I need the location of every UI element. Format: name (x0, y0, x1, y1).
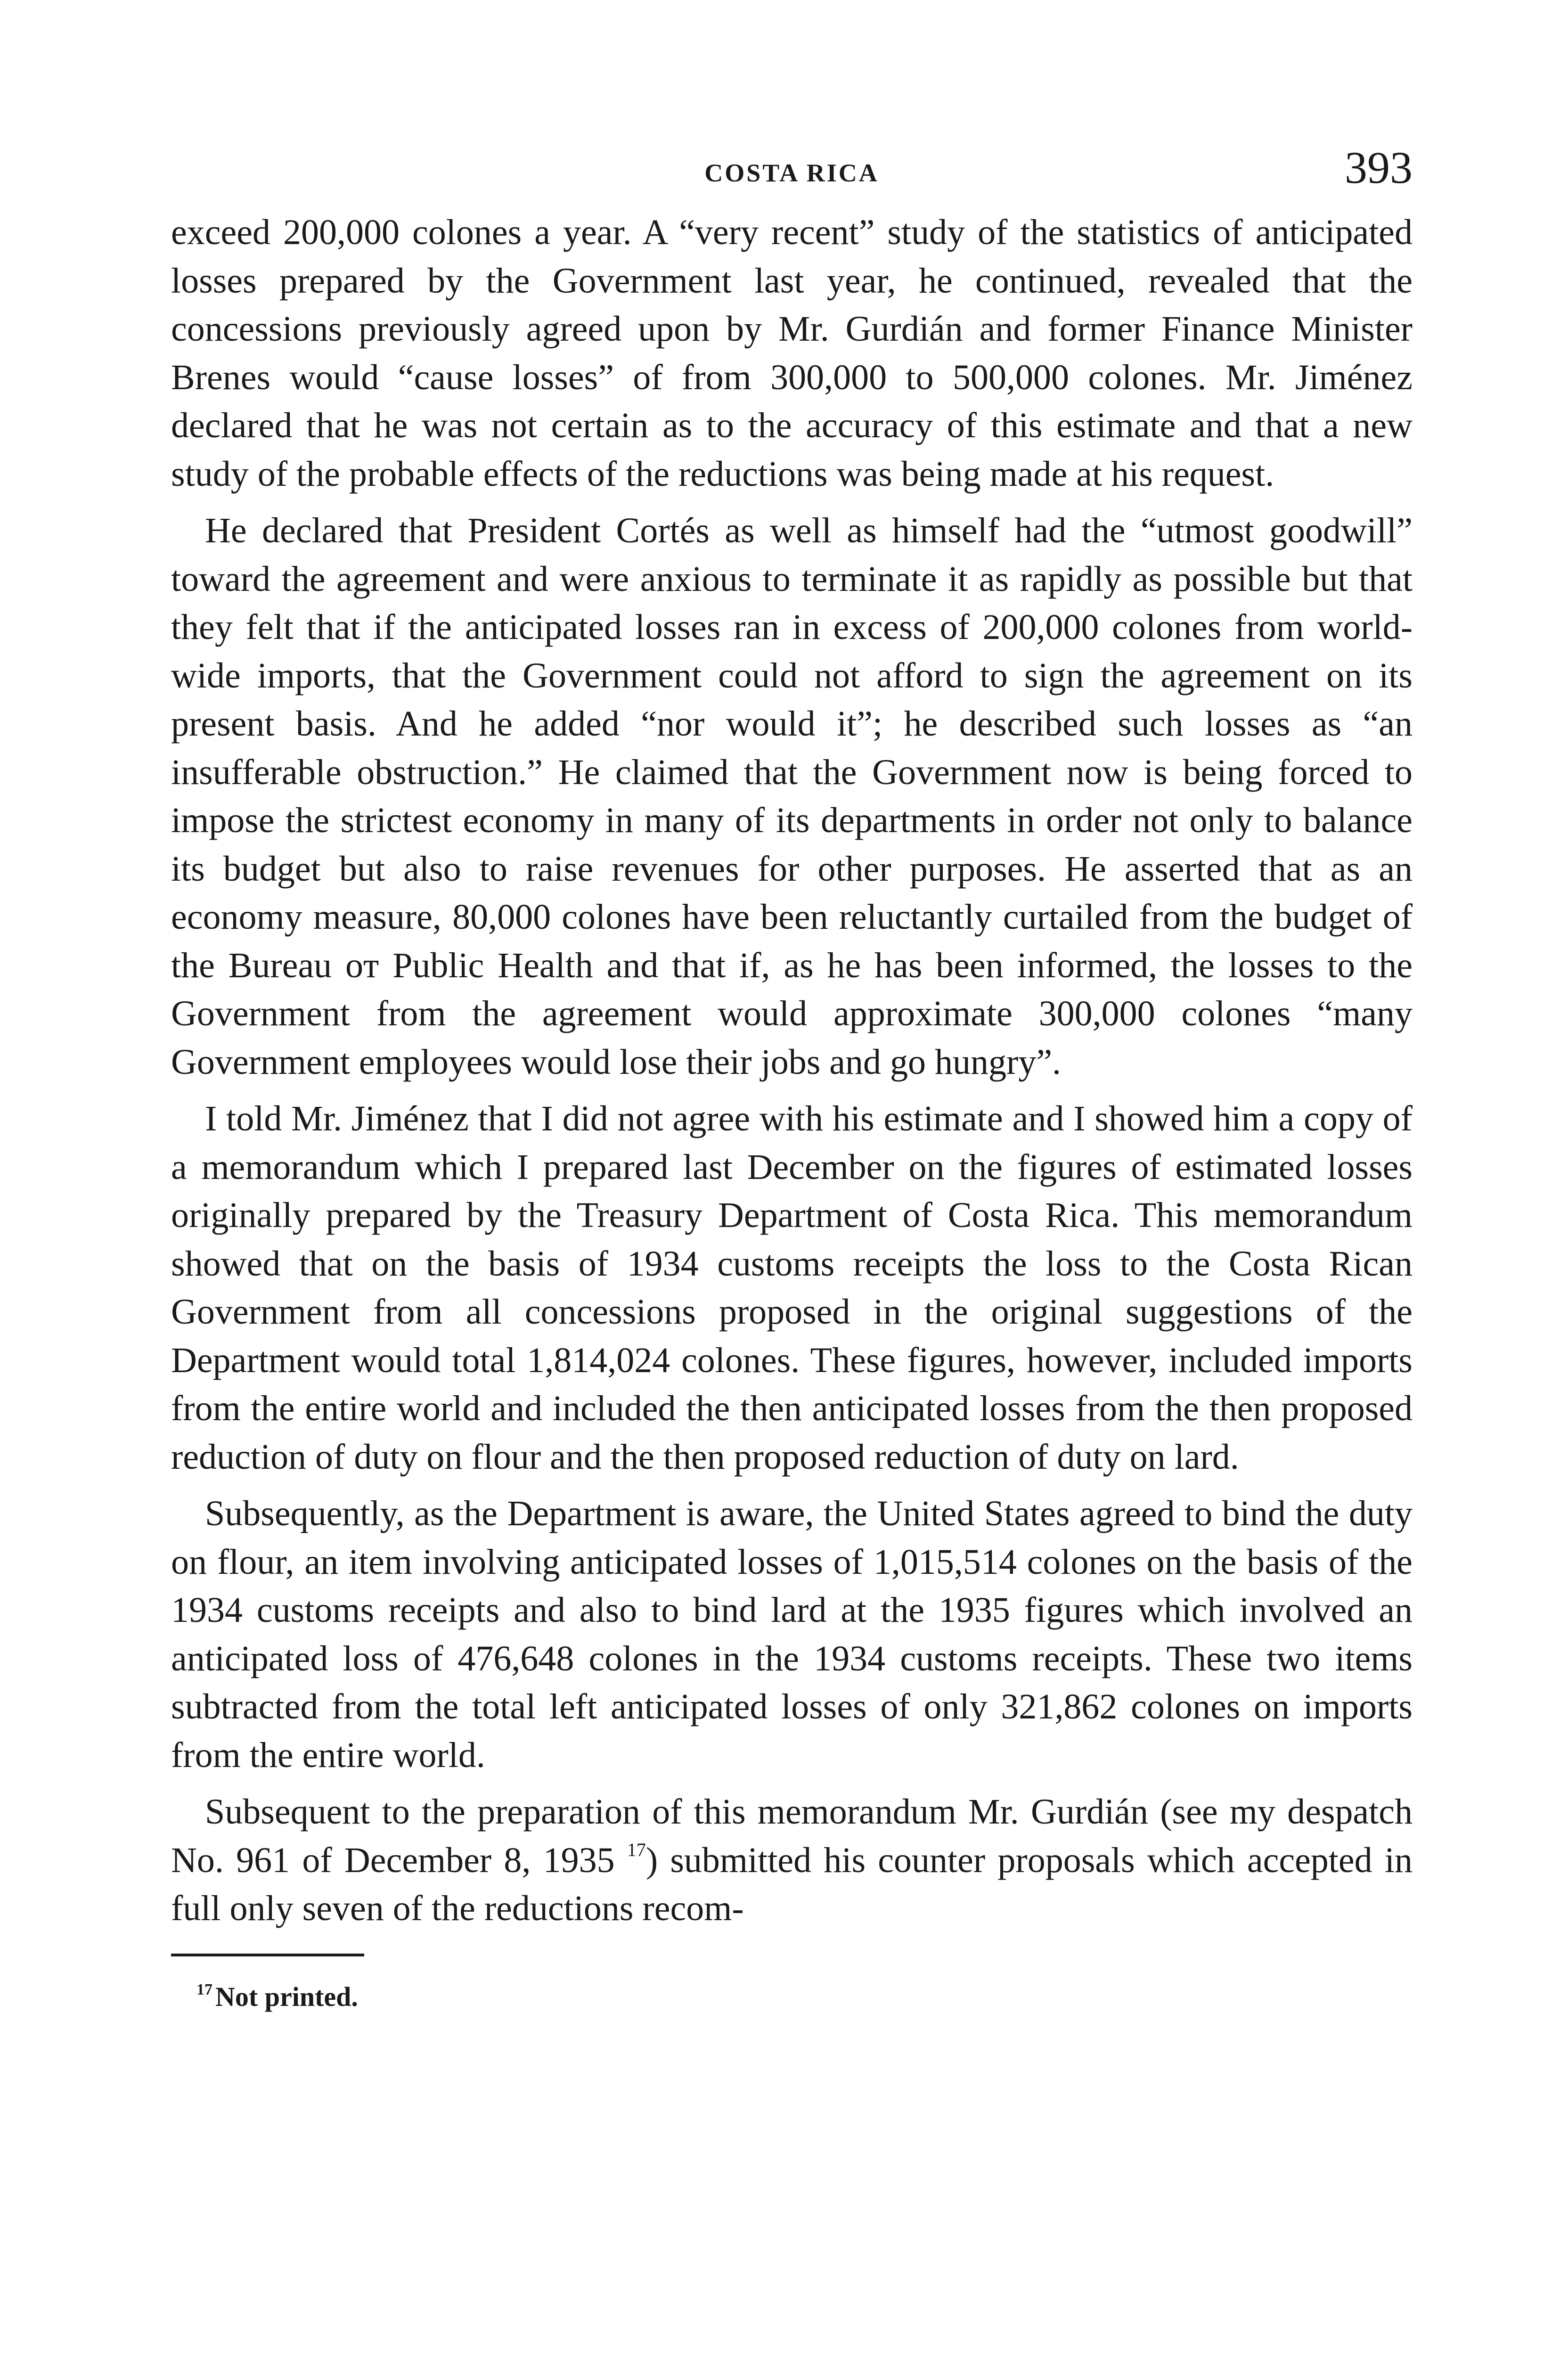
footnote (171, 1981, 1413, 2012)
running-title: COSTA RICA (704, 159, 879, 187)
running-head (171, 141, 1413, 198)
paragraph-5-text-after-ref: ) submitted his counter proposals which accepted in full only seven of the reductions recom- (171, 1840, 1413, 1928)
paragraph-5-text-before-ref: Subsequent to the preparation of this memorandum Mr. Gurdián (see my despatch No. 961 of December 8, 1935 (171, 1792, 1413, 1880)
footnote-marker: 17 (196, 1980, 212, 1998)
paragraph-1: exceed 200,000 colones a year. A “very recent” study of the statistics of anticipated losses prepared by the Government last year, he continued, revealed that the concessions previously agreed upon by Mr. Gurdián and former Finance Minister Brenes would “cause losses” of from 300,000 to 500,000 colones. Mr. Jiménez declared that he was not certain as to the accuracy of this estimate and that a new study of the probable effects of the reductions was being made at his request. (171, 213, 1413, 494)
paragraph-3: I told Mr. Jiménez that I did not agree with his estimate and I showed him a copy of a memorandum which I prepared last December on the figures of estimated losses originally prepared by the Treasury Department of Costa Rica. This memorandum showed that on the basis of 1934 customs receipts the loss to the Costa Rican Government from all concessions proposed in the original suggestions of the Department would total 1,814,024 colones. These figures, however, included imports from the entire world and included the then anticipated losses from the then proposed reduction of duty on flour and the then proposed reduction of duty on lard. (171, 1099, 1413, 1477)
document-page (171, 141, 1413, 2012)
paragraph-2: He declared that President Cortés as well as himself had the “utmost goodwill” toward the agreement and were anxious to terminate it as rapidly as possible but that they felt that if the anticipated losses ran in excess of 200,000 colones from world-wide imports, that the Government could not afford to sign the agreement on its present basis. And he added “nor would it”; he described such losses as “an insufferable obstruction.” He claimed that the Government now is being forced to impose the strictest economy in many of its departments in order not only to balance its budget but also to raise revenues for other purposes. He asserted that as an economy measure, 80,000 colones have been reluctantly curtailed from the budget of the Bureau oт Public Health and that if, as he has been informed, the losses to the Government from the agreement would approximate 300,000 colones “many Government employees would lose their jobs and go hungry”. (171, 511, 1413, 1082)
paragraph-4: Subsequently, as the Department is aware, the United States agreed to bind the duty on flour, an item involving anticipated losses of 1,015,514 colones on the basis of the 1934 customs receipts and also to bind lard at the 1935 figures which involved an anticipated loss of 476,648 colones in the 1934 customs receipts. These two items subtracted from the total left anticipated losses of only 321,862 colones on imports from the entire world. (171, 1494, 1413, 1775)
body-text (171, 208, 1413, 1933)
footnote-reference: 17 (627, 1839, 646, 1860)
footnote-divider (171, 1954, 364, 1956)
paragraph-5 (171, 1788, 1413, 1933)
page-number: 393 (1345, 142, 1413, 193)
footnote-text: Not printed. (215, 1981, 358, 2012)
